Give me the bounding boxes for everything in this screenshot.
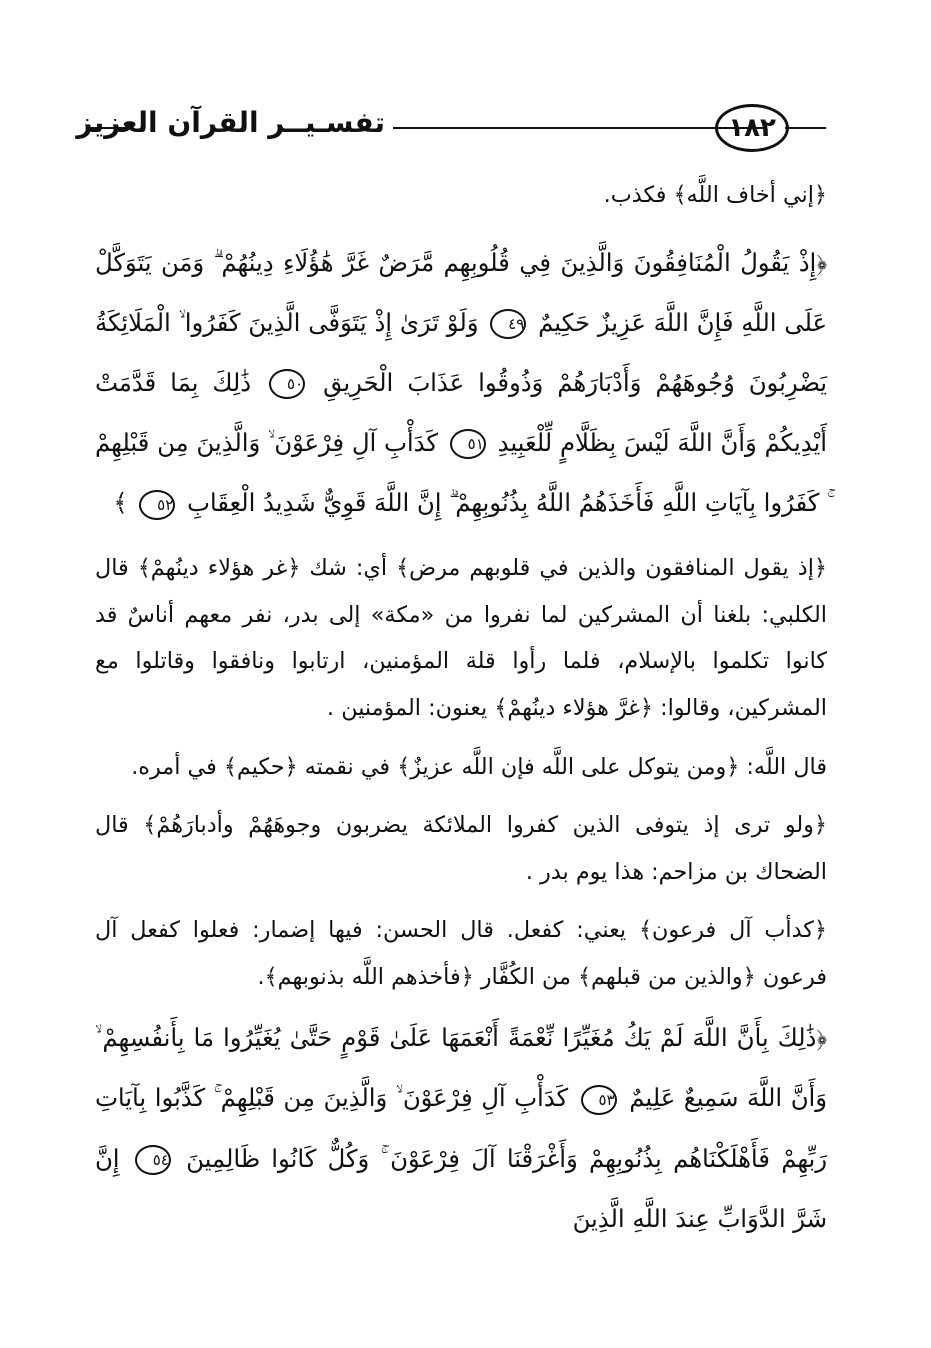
tafsir-paragraph-2: ﴿إذ يقول المنافقون والذين في قلوبهم مرض﴾ أي: شك ﴿غر هؤلاء دينُهمْ﴾ قال الكلبي: بلغنا أن المشركين لما نفروا من «مكة» إلى بدر، نفر معهم أناسٌ قد كانوا تكلموا بالإسلام، فلما رأوا قلة المؤمنين، ارتابوا ونافقوا وقاتلوا مع المشركين، وقالوا: ﴿غرَّ هؤلاء دينُهمْ﴾ يعنون: المؤمنين . [95, 555, 827, 721]
quran-text: كَدَأْبِ آلِ فِرْعَوْنَ ۙ وَالَّذِينَ مِن قَبْلِهِمْ ۚ كَذَّبُوا بِآيَاتِ رَبِّهِمْ فَأَهْلَكْنَاهُم بِذُنُوبِهِمْ وَأَغْرَقْنَا آلَ فِرْعَوْنَ ۚ وَكُلٌّ كَانُوا ظَالِمِينَ [95, 1083, 827, 1173]
page-header [76, 100, 826, 156]
tafsir-paragraph-3: قال اللَّه: ﴿ومن يتوكل على اللَّه فإن اللَّه عزيزٌ﴾ في نقمته ﴿حكيم﴾ في أمره. [131, 753, 827, 780]
verse-number-marker: ٥٤ [135, 1145, 171, 1175]
tafsir-paragraph-5: ﴿كدأب آل فرعون﴾ يعني: كفعل. قال الحسن: فيها إضمار: فعلوا كفعل آل فرعون ﴿والذين من قبلهم﴾ من الكُفَّار ﴿فأخذهم اللَّه بذنوبهم﴾. [95, 917, 827, 990]
verse-number-marker: ٥١ [450, 429, 486, 459]
quran-text: ﴾ [113, 488, 128, 518]
tafsir-paragraph-4: ﴿ولو ترى إذ يتوفى الذين كفروا الملائكة يضربون وجوهَهُمْ وأدبارَهُمْ﴾ قال الضحاك بن مزاحم: هذا يوم بدر . [95, 812, 827, 885]
quran-text: وَلَوْ تَرَىٰ إِذْ يَتَوَفَّى الَّذِينَ كَفَرُوا ۙ الْمَلَائِكَةُ يَضْرِبُونَ وُجُوهَهُمْ وَأَدْبَارَهُمْ وَذُوقُوا عَذَابَ الْحَرِيقِ [95, 307, 827, 397]
verse-number-marker: ٥٢ [139, 490, 175, 520]
page-body [95, 172, 827, 1249]
verse-number-marker: ٤٩ [490, 309, 526, 339]
tafsir-paragraph-1: ﴿إني أخاف اللَّه﴾ فكذب. [603, 182, 827, 208]
verse-number-marker: ٥٠ [269, 369, 305, 399]
verse-number-marker: ٥٣ [581, 1085, 617, 1115]
quran-text: إِنَّ شَرَّ الدَّوَابِّ عِندَ اللَّهِ الَّذِينَ [95, 1143, 827, 1233]
quran-passage-1 [95, 233, 827, 534]
quran-passage-2 [95, 1008, 827, 1249]
header-rule-right [785, 127, 826, 129]
page-number-badge: ١٨٢ [715, 104, 789, 152]
quran-text: ﴿ذَٰلِكَ بِأَنَّ اللَّهَ لَمْ يَكُ مُغَيِّرًا نِّعْمَةً أَنْعَمَهَا عَلَىٰ قَوْمٍ حَتَّىٰ يُغَيِّرُوا مَا بِأَنفُسِهِمْ ۙ وَأَنَّ اللَّهَ سَمِيعٌ عَلِيمٌ [95, 1023, 827, 1113]
quran-text: ﴿إِذْ يَقُولُ الْمُنَافِقُونَ وَالَّذِينَ فِي قُلُوبِهِم مَّرَضٌ غَرَّ هَٰؤُلَاءِ دِينُهُمْ ۗ وَمَن يَتَوَكَّلْ عَلَى اللَّهِ فَإِنَّ اللَّهَ عَزِيزٌ حَكِيمٌ [95, 247, 828, 337]
book-title: تفسـيــر القرآن العزيز [76, 106, 385, 139]
quran-text: كَدَأْبِ آلِ فِرْعَوْنَ ۙ وَالَّذِينَ مِن قَبْلِهِمْ ۚ كَفَرُوا بِآيَاتِ اللَّهِ فَأَخَذَهُمُ اللَّهُ بِذُنُوبِهِمْ ۗ إِنَّ اللَّهَ قَوِيٌّ شَدِيدُ الْعِقَابِ [95, 427, 827, 518]
header-rule-middle [393, 127, 767, 129]
quran-text: ذَٰلِكَ بِمَا قَدَّمَتْ أَيْدِيكُمْ وَأَنَّ اللَّهَ لَيْسَ بِظَلَّامٍ لِّلْعَبِيدِ [95, 367, 827, 457]
